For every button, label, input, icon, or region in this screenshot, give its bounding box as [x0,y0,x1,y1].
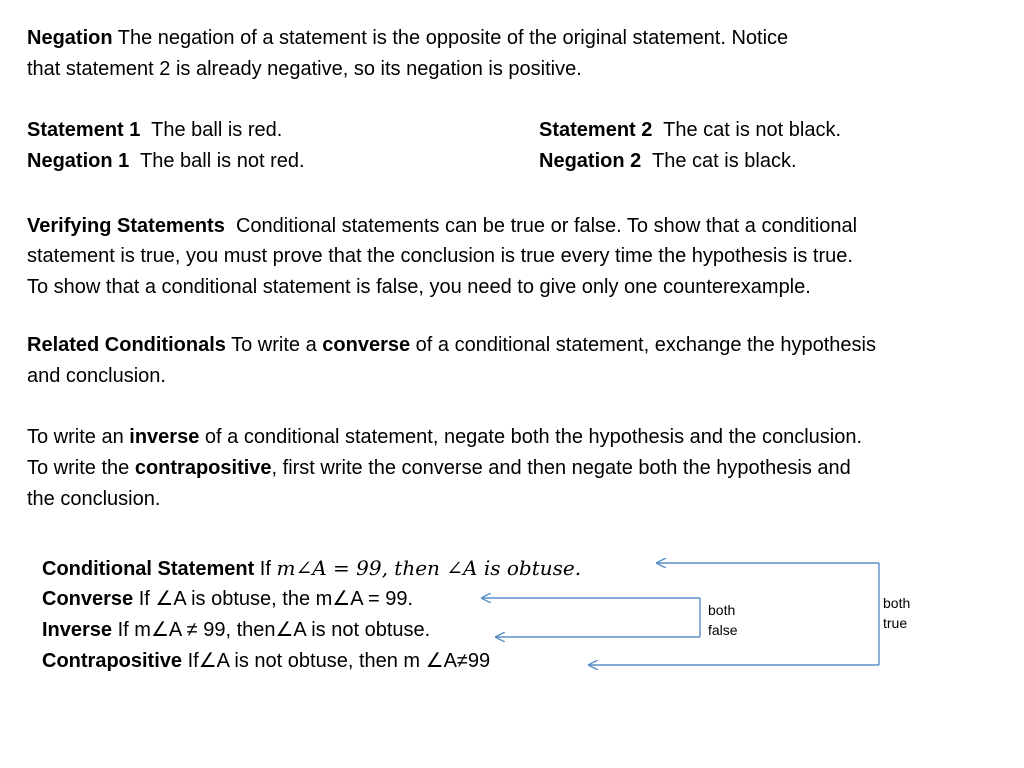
contrapositive-text: If∠A is not obtuse, then m ∠A≠99 [187,650,491,672]
both-false-word-1: both [708,602,736,618]
negation-text-2: that statement 2 is already negative, so its negation is positive. [27,58,582,80]
inverse-text-1b: of a conditional statement, negate both the hypothesis and the conclusion. [204,426,863,448]
inverse-text: If m∠A ≠ 99, then∠A is not obtuse. [117,619,431,641]
conditional-label: Conditional Statement [42,558,255,580]
contrapositive-word: contrapositive [134,457,272,479]
converse-word: converse [322,334,411,356]
related-text-2: and conclusion. [27,365,166,387]
negation-term: Negation [27,27,113,49]
verifying-text-1: Conditional statements can be true or false. To show that a conditional [235,215,858,237]
statement-1-text: The ball is red. [151,119,283,141]
inverse-label: Inverse [42,619,113,641]
inverse-word: inverse [129,426,200,448]
conditional-math: m∠A = 99, then ∠A is obtuse. [276,556,582,580]
verifying-text-2: statement is true, you must prove that the conclusion is true every time the hypothesis is true. [27,245,853,267]
negation-text-1: The negation of a statement is the opposite of the original statement. Notice [117,27,789,49]
related-text-1b: of a conditional statement, exchange the hypothesis [415,334,876,356]
negation-1-label: Negation 1 [27,150,130,172]
related-term: Related Conditionals [27,334,226,356]
statement-2-text: The cat is not black. [663,119,842,141]
verifying-term: Verifying Statements [27,215,225,237]
related-text-1a: To write a [231,334,317,356]
inverse-text-1a: To write an [27,426,124,448]
both-false-word-2: false [708,622,738,638]
conditional-if: If [259,558,271,580]
statement-2-label: Statement 2 [539,119,653,141]
negation-2-label: Negation 2 [539,150,642,172]
converse-label: Converse [42,588,134,610]
both-true-word-2: true [883,615,908,631]
contrapositive-label: Contrapositive [42,650,183,672]
both-false-note [708,600,738,640]
inverse-text-3: the conclusion. [27,488,161,510]
converse-text: If ∠A is obtuse, the m∠A = 99. [138,588,414,610]
negation-2-text: The cat is black. [652,150,797,172]
inverse-text-2b: , first write the converse and then negate both the hypothesis and [271,457,851,479]
verifying-text-3: To show that a conditional statement is false, you need to give only one counterexample. [27,276,811,298]
inverse-text-2a: To write the [27,457,130,479]
both-true-note [883,593,910,633]
negation-1-text: The ball is not red. [140,150,305,172]
both-true-word-1: both [883,595,911,611]
statement-1-label: Statement 1 [27,119,141,141]
